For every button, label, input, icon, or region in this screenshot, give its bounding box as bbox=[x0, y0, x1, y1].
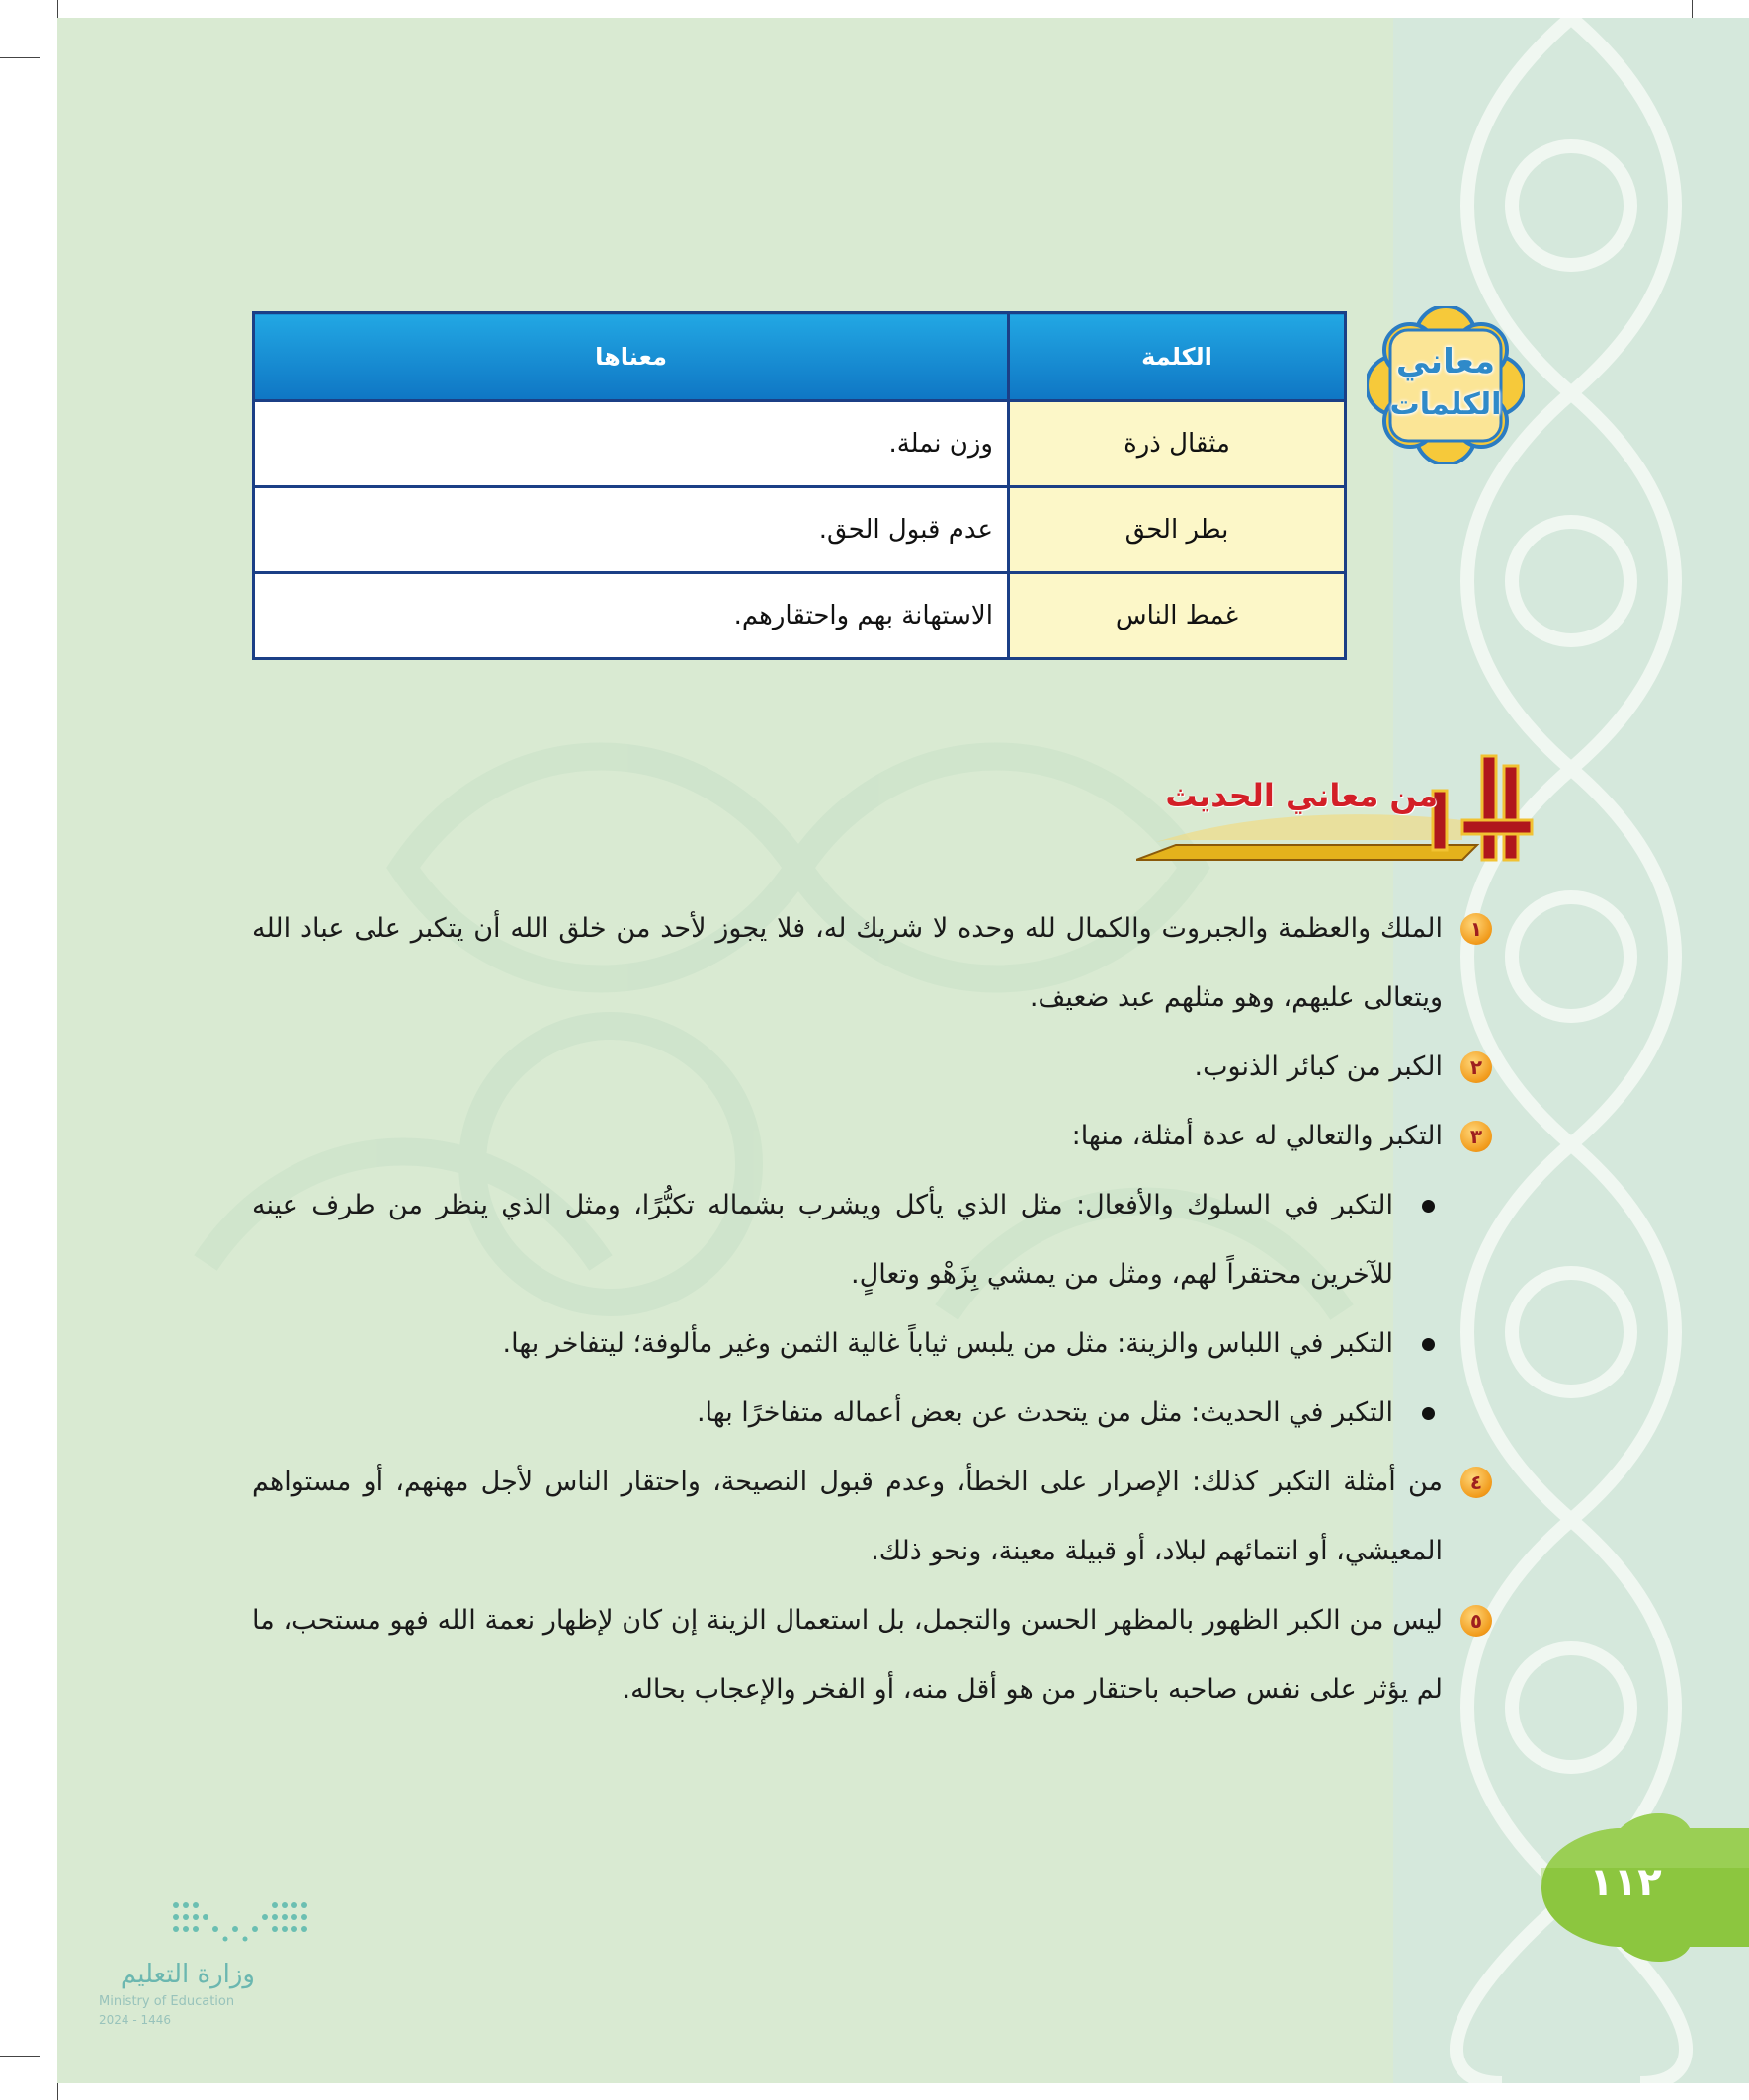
ministry-name-ar: وزارة التعليم bbox=[120, 1960, 255, 1989]
point-text: التكبر والتعالي له عدة أمثلة، منها: bbox=[1071, 1121, 1443, 1151]
flower-frame-icon bbox=[1367, 306, 1525, 464]
meaning-cell: الاستهانة بهم واحتقارهم. bbox=[254, 573, 1009, 659]
point-text: ليس من الكبر الظهور بالمظهر الحسن والتجمل، بل استعمال الزينة إن كان لإظهار نعمة الله فهو مستحب، ما لم يؤثر على نفس صاحبه باحتقار من هو أقل منه، أو الفخر والإعجاب بحاله. bbox=[252, 1605, 1443, 1705]
ministry-name-en: Ministry of Education bbox=[99, 1994, 235, 2009]
badge-title-line2: الكلمات bbox=[1389, 387, 1502, 422]
example-item bbox=[252, 1309, 1492, 1379]
textbook-page bbox=[57, 18, 1749, 2083]
list-item bbox=[252, 894, 1492, 1033]
word-cell: بطر الحق bbox=[1009, 487, 1346, 573]
table-header-row bbox=[254, 313, 1346, 401]
number-badge: ٢ bbox=[1460, 1051, 1492, 1083]
list-item bbox=[252, 1033, 1492, 1102]
header-meaning: معناها bbox=[254, 313, 1009, 401]
bullet-icon bbox=[1422, 1338, 1435, 1351]
meaning-cell: عدم قبول الحق. bbox=[254, 487, 1009, 573]
page-number-tab bbox=[1502, 1808, 1749, 1967]
section-heading bbox=[1136, 751, 1537, 870]
example-text: التكبر في اللباس والزينة: مثل من يلبس ثياباً غالية الثمن وغير مألوفة؛ ليتفاخر بها. bbox=[502, 1328, 1393, 1359]
ministry-dots-icon bbox=[166, 1895, 324, 1955]
header-word: الكلمة bbox=[1009, 313, 1346, 401]
page-number: ١١٢ bbox=[1589, 1860, 1662, 1905]
example-text: التكبر في الحديث: مثل من يتحدث عن بعض أعماله متفاخرًا بها. bbox=[696, 1397, 1393, 1428]
number-badge: ٥ bbox=[1460, 1605, 1492, 1637]
crop-mark bbox=[0, 2056, 40, 2057]
word-cell: غمط الناس bbox=[1009, 573, 1346, 659]
glossary-table bbox=[252, 311, 1347, 660]
badge-title-line1: معاني bbox=[1395, 342, 1496, 381]
bullet-icon bbox=[1422, 1200, 1435, 1213]
ministry-year: 2024 - 1446 bbox=[99, 2013, 172, 2027]
number-badge: ٣ bbox=[1460, 1121, 1492, 1152]
list-item bbox=[252, 1102, 1492, 1171]
word-meanings-badge bbox=[1367, 306, 1525, 464]
table-row bbox=[254, 487, 1346, 573]
example-item bbox=[252, 1379, 1492, 1448]
example-text: التكبر في السلوك والأفعال: مثل الذي يأكل ويشرب بشماله تكبُّرًا، ومثل الذي ينظر من طرف عينه للآخرين محتقراً لهم، ومثل من يمشي بِزَهْو وتعالٍ. bbox=[252, 1190, 1393, 1290]
ministry-logo bbox=[97, 1895, 334, 2034]
meaning-cell: وزن نملة. bbox=[254, 401, 1009, 487]
section-title: من معاني الحديث bbox=[1165, 777, 1438, 814]
bullet-icon bbox=[1422, 1407, 1435, 1420]
examples-list bbox=[252, 1171, 1492, 1448]
hadith-meanings-list bbox=[252, 894, 1492, 1724]
example-item bbox=[252, 1171, 1492, 1309]
crop-mark bbox=[0, 57, 40, 58]
list-item bbox=[252, 1448, 1492, 1586]
number-badge: ٤ bbox=[1460, 1467, 1492, 1498]
list-item bbox=[252, 1586, 1492, 1724]
point-text: الكبر من كبائر الذنوب. bbox=[1194, 1051, 1443, 1082]
point-text: من أمثلة التكبر كذلك: الإصرار على الخطأ، وعدم قبول النصيحة، واحتقار الناس لأجل مهنهم، أو مستواهم المعيشي، أو انتمائهم لبلاد، أو قبيلة معينة، ونحو ذلك. bbox=[252, 1467, 1443, 1566]
word-cell: مثقال ذرة bbox=[1009, 401, 1346, 487]
point-text: الملك والعظمة والجبروت والكمال لله وحده لا شريك له، فلا يجوز لأحد من خلق الله أن يتكبر على عباد الله ويتعالى عليهم، وهو مثلهم عبد ضعيف. bbox=[252, 913, 1443, 1013]
table-row bbox=[254, 573, 1346, 659]
table-row bbox=[254, 401, 1346, 487]
number-badge: ١ bbox=[1460, 913, 1492, 945]
